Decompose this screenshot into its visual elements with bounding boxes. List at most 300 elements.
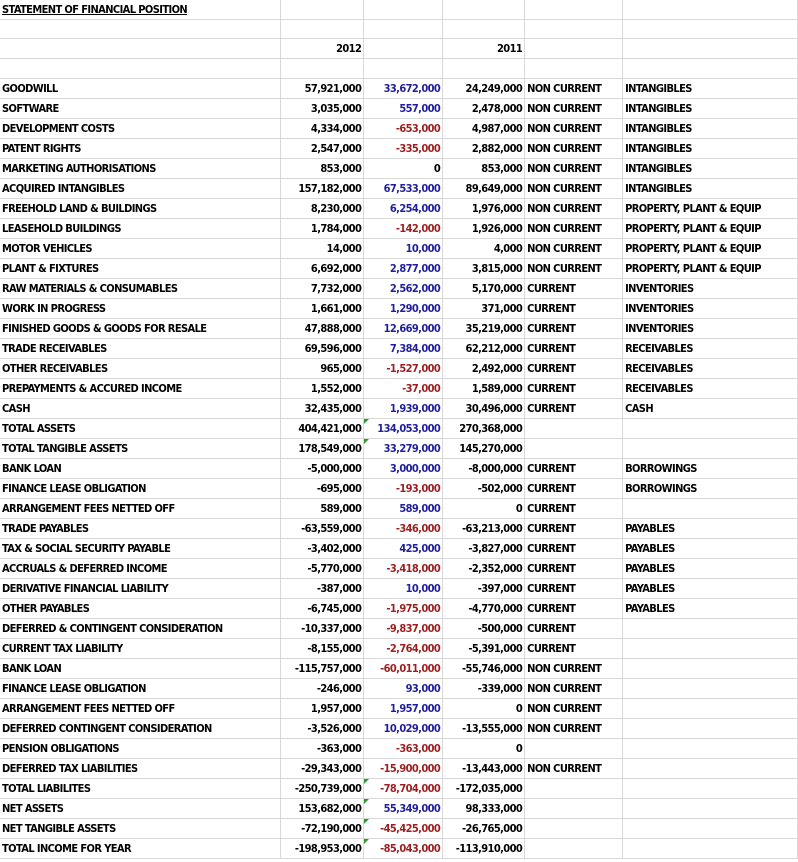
row-label[interactable]: PENSION OBLIGATIONS (0, 739, 281, 759)
value-change[interactable]: 1,290,000 (364, 299, 443, 319)
row-type[interactable] (525, 819, 623, 839)
table-row (0, 759, 798, 779)
row-type[interactable]: CURRENT (525, 399, 623, 419)
value-change[interactable]: 2,877,000 (364, 259, 443, 279)
row-label[interactable]: GOODWILL (0, 79, 281, 99)
table-row (0, 739, 798, 759)
value-2012[interactable]: 4,334,000 (281, 119, 364, 139)
cell[interactable] (281, 20, 364, 39)
value-change[interactable]: 7,384,000 (364, 339, 443, 359)
row-category[interactable] (623, 639, 798, 659)
value-2011[interactable]: -397,000 (443, 579, 525, 599)
value-2011[interactable]: 0 (443, 739, 525, 759)
row-label[interactable]: ACCRUALS & DEFERRED INCOME (0, 559, 281, 579)
row-category[interactable]: INTANGIBLES (623, 119, 798, 139)
value-2012[interactable]: -3,526,000 (281, 719, 364, 739)
value-change[interactable]: 33,279,000 (364, 439, 443, 459)
row-label[interactable]: TOTAL TANGIBLE ASSETS (0, 439, 281, 459)
value-2011[interactable]: -26,765,000 (443, 819, 525, 839)
value-2011[interactable]: 3,815,000 (443, 259, 525, 279)
table-row (0, 379, 798, 399)
value-2012[interactable]: 7,732,000 (281, 279, 364, 299)
row-type[interactable]: CURRENT (525, 339, 623, 359)
value-2011[interactable]: 1,589,000 (443, 379, 525, 399)
row-category[interactable]: INVENTORIES (623, 319, 798, 339)
row-label[interactable]: ARRANGEMENT FEES NETTED OFF (0, 699, 281, 719)
value-change[interactable]: 55,349,000 (364, 799, 443, 819)
value-change[interactable]: 93,000 (364, 679, 443, 699)
row-label[interactable]: RAW MATERIALS & CONSUMABLES (0, 279, 281, 299)
value-2012[interactable]: 178,549,000 (281, 439, 364, 459)
table-row (0, 819, 798, 839)
row-type[interactable]: CURRENT (525, 459, 623, 479)
value-2012[interactable]: -387,000 (281, 579, 364, 599)
row-category[interactable] (623, 779, 798, 799)
row-category[interactable]: PAYABLES (623, 519, 798, 539)
value-2011[interactable]: 30,496,000 (443, 399, 525, 419)
error-indicator-icon (364, 779, 369, 784)
value-change[interactable]: -9,837,000 (364, 619, 443, 639)
row-label[interactable]: ARRANGEMENT FEES NETTED OFF (0, 499, 281, 519)
value-2012[interactable]: -10,337,000 (281, 619, 364, 639)
value-2012[interactable]: 57,921,000 (281, 79, 364, 99)
value-2012[interactable]: 404,421,000 (281, 419, 364, 439)
row-label[interactable]: FINISHED GOODS & GOODS FOR RESALE (0, 319, 281, 339)
value-2011[interactable]: 62,212,000 (443, 339, 525, 359)
value-change[interactable]: 557,000 (364, 99, 443, 119)
row-type[interactable]: CURRENT (525, 519, 623, 539)
row-category[interactable]: BORROWINGS (623, 459, 798, 479)
cell[interactable] (623, 39, 798, 59)
table-row (0, 219, 798, 239)
value-2012[interactable]: 589,000 (281, 499, 364, 519)
cell[interactable] (364, 20, 443, 39)
row-category[interactable]: PAYABLES (623, 539, 798, 559)
value-2011[interactable]: -502,000 (443, 479, 525, 499)
value-change[interactable]: -85,043,000 (364, 839, 443, 859)
value-2011[interactable]: -5,391,000 (443, 639, 525, 659)
row-label[interactable]: DEFERRED TAX LIABILITIES (0, 759, 281, 779)
value-2012[interactable]: -6,745,000 (281, 599, 364, 619)
value-change[interactable]: 425,000 (364, 539, 443, 559)
row-type[interactable] (525, 799, 623, 819)
value-2011[interactable]: 2,492,000 (443, 359, 525, 379)
value-change[interactable]: 2,562,000 (364, 279, 443, 299)
value-change[interactable]: 134,053,000 (364, 419, 443, 439)
value-change[interactable]: 12,669,000 (364, 319, 443, 339)
value-2012[interactable]: 8,230,000 (281, 199, 364, 219)
value-2012[interactable]: -3,402,000 (281, 539, 364, 559)
table-row (0, 339, 798, 359)
table-row (0, 599, 798, 619)
row-type[interactable]: CURRENT (525, 619, 623, 639)
row-type[interactable]: CURRENT (525, 599, 623, 619)
row-label[interactable]: TOTAL INCOME FOR YEAR (0, 839, 281, 859)
row-category[interactable] (623, 499, 798, 519)
row-category[interactable]: RECEIVABLES (623, 379, 798, 399)
value-change[interactable]: -193,000 (364, 479, 443, 499)
cell[interactable] (281, 0, 364, 20)
value-2012[interactable]: 14,000 (281, 239, 364, 259)
value-2011[interactable]: 853,000 (443, 159, 525, 179)
row-type[interactable]: CURRENT (525, 559, 623, 579)
value-change[interactable]: 33,672,000 (364, 79, 443, 99)
row-type[interactable] (525, 779, 623, 799)
row-type[interactable]: NON CURRENT (525, 139, 623, 159)
value-change[interactable]: -78,704,000 (364, 779, 443, 799)
value-2011[interactable]: 24,249,000 (443, 79, 525, 99)
value-2012[interactable]: 3,035,000 (281, 99, 364, 119)
row-category[interactable]: CASH (623, 399, 798, 419)
value-2012[interactable]: -5,770,000 (281, 559, 364, 579)
row-label[interactable]: TRADE RECEIVABLES (0, 339, 281, 359)
row-category[interactable]: INTANGIBLES (623, 159, 798, 179)
row-category[interactable]: PAYABLES (623, 599, 798, 619)
row-category[interactable]: PROPERTY, PLANT & EQUIP (623, 239, 798, 259)
row-type[interactable]: CURRENT (525, 279, 623, 299)
value-2012[interactable]: -246,000 (281, 679, 364, 699)
value-2012[interactable]: 6,692,000 (281, 259, 364, 279)
row-type[interactable]: NON CURRENT (525, 199, 623, 219)
row-category[interactable] (623, 419, 798, 439)
value-2011[interactable]: 35,219,000 (443, 319, 525, 339)
value-2012[interactable]: 1,957,000 (281, 699, 364, 719)
table-row (0, 99, 798, 119)
row-type[interactable]: NON CURRENT (525, 99, 623, 119)
value-2012[interactable]: 157,182,000 (281, 179, 364, 199)
value-change[interactable]: 0 (364, 159, 443, 179)
row-category[interactable]: INVENTORIES (623, 299, 798, 319)
value-2011[interactable]: -55,746,000 (443, 659, 525, 679)
table-row (0, 639, 798, 659)
row-type[interactable]: NON CURRENT (525, 239, 623, 259)
row-type[interactable]: NON CURRENT (525, 719, 623, 739)
table-row (0, 539, 798, 559)
value-2012[interactable]: 69,596,000 (281, 339, 364, 359)
row-label[interactable]: DERIVATIVE FINANCIAL LIABILITY (0, 579, 281, 599)
value-2011[interactable]: 4,000 (443, 239, 525, 259)
value-change[interactable]: -142,000 (364, 219, 443, 239)
value-2012[interactable]: 1,661,000 (281, 299, 364, 319)
value-2012[interactable]: 1,552,000 (281, 379, 364, 399)
value-2012[interactable]: -29,343,000 (281, 759, 364, 779)
value-change[interactable]: -1,527,000 (364, 359, 443, 379)
row-type[interactable] (525, 739, 623, 759)
row-type[interactable]: CURRENT (525, 499, 623, 519)
value-2011[interactable]: 270,368,000 (443, 419, 525, 439)
row-label[interactable]: ACQUIRED INTANGIBLES (0, 179, 281, 199)
row-label[interactable]: BANK LOAN (0, 659, 281, 679)
row-type[interactable]: CURRENT (525, 579, 623, 599)
row-label[interactable]: MOTOR VEHICLES (0, 239, 281, 259)
row-category[interactable] (623, 719, 798, 739)
error-indicator-icon (364, 419, 369, 424)
value-change[interactable]: 67,533,000 (364, 179, 443, 199)
row-category[interactable]: INTANGIBLES (623, 139, 798, 159)
table-row (0, 619, 798, 639)
cell[interactable] (281, 59, 364, 79)
cell[interactable] (0, 59, 281, 79)
row-label[interactable]: PATENT RIGHTS (0, 139, 281, 159)
cell[interactable] (525, 59, 623, 79)
value-2011[interactable]: -13,443,000 (443, 759, 525, 779)
value-change[interactable]: -653,000 (364, 119, 443, 139)
table-row (0, 439, 798, 459)
value-2011[interactable]: -4,770,000 (443, 599, 525, 619)
row-type[interactable]: NON CURRENT (525, 219, 623, 239)
cell[interactable] (364, 59, 443, 79)
statement-title[interactable]: STATEMENT OF FINANCIAL POSITION (0, 0, 281, 20)
value-change[interactable]: 6,254,000 (364, 199, 443, 219)
error-indicator-icon (364, 819, 369, 824)
row-type[interactable] (525, 419, 623, 439)
table-row (0, 799, 798, 819)
row-category[interactable]: RECEIVABLES (623, 359, 798, 379)
value-2011[interactable]: 2,478,000 (443, 99, 525, 119)
value-2011[interactable]: -172,035,000 (443, 779, 525, 799)
row-category[interactable] (623, 819, 798, 839)
table-row (0, 419, 798, 439)
row-label[interactable]: TRADE PAYABLES (0, 519, 281, 539)
row-type[interactable]: CURRENT (525, 359, 623, 379)
value-change[interactable]: 1,939,000 (364, 399, 443, 419)
row-label[interactable]: DEFERRED & CONTINGENT CONSIDERATION (0, 619, 281, 639)
row-label[interactable]: SOFTWARE (0, 99, 281, 119)
row-type[interactable]: NON CURRENT (525, 259, 623, 279)
value-2011[interactable]: -2,352,000 (443, 559, 525, 579)
cell[interactable] (0, 39, 281, 59)
row-type[interactable]: NON CURRENT (525, 79, 623, 99)
row-category[interactable]: BORROWINGS (623, 479, 798, 499)
value-change[interactable]: -2,764,000 (364, 639, 443, 659)
row-category[interactable] (623, 699, 798, 719)
row-label[interactable]: NET TANGIBLE ASSETS (0, 819, 281, 839)
error-indicator-icon (364, 799, 369, 804)
row-type[interactable] (525, 839, 623, 859)
row-label[interactable]: CURRENT TAX LIABILITY (0, 639, 281, 659)
value-change[interactable]: 10,000 (364, 239, 443, 259)
table-row (0, 659, 798, 679)
value-2011[interactable]: -500,000 (443, 619, 525, 639)
row-category[interactable] (623, 679, 798, 699)
cell[interactable] (525, 39, 623, 59)
value-2011[interactable]: 2,882,000 (443, 139, 525, 159)
value-change[interactable]: -45,425,000 (364, 819, 443, 839)
value-2011[interactable]: 1,976,000 (443, 199, 525, 219)
table-row (0, 199, 798, 219)
row-category[interactable]: RECEIVABLES (623, 339, 798, 359)
value-2011[interactable]: -63,213,000 (443, 519, 525, 539)
row-label[interactable]: MARKETING AUTHORISATIONS (0, 159, 281, 179)
header-2011[interactable]: 2011 (443, 39, 525, 59)
value-2012[interactable]: 153,682,000 (281, 799, 364, 819)
row-category[interactable]: INTANGIBLES (623, 79, 798, 99)
error-indicator-icon (364, 439, 369, 444)
value-2011[interactable]: 5,170,000 (443, 279, 525, 299)
table-row (0, 499, 798, 519)
row-type[interactable]: NON CURRENT (525, 679, 623, 699)
table-row (0, 179, 798, 199)
value-2011[interactable]: -113,910,000 (443, 839, 525, 859)
value-change[interactable]: 10,000 (364, 579, 443, 599)
value-2011[interactable]: 89,649,000 (443, 179, 525, 199)
value-2012[interactable]: 47,888,000 (281, 319, 364, 339)
value-change[interactable]: 1,957,000 (364, 699, 443, 719)
value-change[interactable]: -60,011,000 (364, 659, 443, 679)
value-change[interactable]: 3,000,000 (364, 459, 443, 479)
value-2012[interactable]: 32,435,000 (281, 399, 364, 419)
row-category[interactable]: INVENTORIES (623, 279, 798, 299)
row-category[interactable]: PAYABLES (623, 579, 798, 599)
value-2011[interactable]: 0 (443, 699, 525, 719)
row-label[interactable]: DEVELOPMENT COSTS (0, 119, 281, 139)
value-2012[interactable]: -72,190,000 (281, 819, 364, 839)
value-2012[interactable]: -5,000,000 (281, 459, 364, 479)
row-category[interactable]: PROPERTY, PLANT & EQUIP (623, 219, 798, 239)
value-2011[interactable]: 145,270,000 (443, 439, 525, 459)
table-row (0, 159, 798, 179)
row-label[interactable]: FINANCE LEASE OBLIGATION (0, 679, 281, 699)
row-type[interactable]: CURRENT (525, 319, 623, 339)
row-label[interactable]: TAX & SOCIAL SECURITY PAYABLE (0, 539, 281, 559)
value-2011[interactable]: 1,926,000 (443, 219, 525, 239)
row-label[interactable]: NET ASSETS (0, 799, 281, 819)
value-2011[interactable]: -339,000 (443, 679, 525, 699)
row-category[interactable] (623, 759, 798, 779)
value-change[interactable]: -363,000 (364, 739, 443, 759)
value-2012[interactable]: -198,953,000 (281, 839, 364, 859)
table-row (0, 679, 798, 699)
row-category[interactable]: PROPERTY, PLANT & EQUIP (623, 259, 798, 279)
value-2012[interactable]: 853,000 (281, 159, 364, 179)
cell[interactable] (443, 20, 525, 39)
value-2011[interactable]: 4,987,000 (443, 119, 525, 139)
row-category[interactable]: PROPERTY, PLANT & EQUIP (623, 199, 798, 219)
value-2011[interactable]: -8,000,000 (443, 459, 525, 479)
cell[interactable] (443, 59, 525, 79)
row-type[interactable]: CURRENT (525, 479, 623, 499)
row-type[interactable]: NON CURRENT (525, 119, 623, 139)
row-type[interactable]: NON CURRENT (525, 759, 623, 779)
table-row (0, 259, 798, 279)
value-change[interactable]: -3,418,000 (364, 559, 443, 579)
value-2011[interactable]: -3,827,000 (443, 539, 525, 559)
row-category[interactable]: INTANGIBLES (623, 99, 798, 119)
row-category[interactable] (623, 739, 798, 759)
value-2012[interactable]: -363,000 (281, 739, 364, 759)
table-row (0, 139, 798, 159)
table-row (0, 119, 798, 139)
table-row (0, 559, 798, 579)
value-2011[interactable]: -13,555,000 (443, 719, 525, 739)
row-type[interactable]: CURRENT (525, 639, 623, 659)
row-label[interactable]: OTHER PAYABLES (0, 599, 281, 619)
table-row (0, 519, 798, 539)
cell[interactable] (525, 0, 623, 20)
value-change[interactable]: 589,000 (364, 499, 443, 519)
cell[interactable] (0, 20, 281, 39)
value-2011[interactable]: 0 (443, 499, 525, 519)
row-category[interactable] (623, 619, 798, 639)
row-type[interactable]: CURRENT (525, 379, 623, 399)
row-category[interactable] (623, 799, 798, 819)
table-row (0, 319, 798, 339)
row-type[interactable]: NON CURRENT (525, 179, 623, 199)
cell[interactable] (364, 0, 443, 20)
header-2012[interactable]: 2012 (281, 39, 364, 59)
row-label[interactable]: CASH (0, 399, 281, 419)
table-row (0, 79, 798, 99)
value-2012[interactable]: -8,155,000 (281, 639, 364, 659)
table-row (0, 719, 798, 739)
row-label[interactable]: PREPAYMENTS & ACCURED INCOME (0, 379, 281, 399)
cell[interactable] (623, 59, 798, 79)
cell[interactable] (623, 20, 798, 39)
row-type[interactable]: CURRENT (525, 299, 623, 319)
value-2012[interactable]: 1,784,000 (281, 219, 364, 239)
value-2012[interactable]: -250,739,000 (281, 779, 364, 799)
value-2011[interactable]: 371,000 (443, 299, 525, 319)
value-2011[interactable]: 98,333,000 (443, 799, 525, 819)
value-change[interactable]: -37,000 (364, 379, 443, 399)
value-2012[interactable]: -115,757,000 (281, 659, 364, 679)
table-row (0, 279, 798, 299)
row-label[interactable]: TOTAL LIABILITES (0, 779, 281, 799)
row-type[interactable]: CURRENT (525, 539, 623, 559)
table-row (0, 579, 798, 599)
row-type[interactable]: NON CURRENT (525, 659, 623, 679)
value-change[interactable]: -15,900,000 (364, 759, 443, 779)
value-change[interactable]: -346,000 (364, 519, 443, 539)
value-2012[interactable]: -695,000 (281, 479, 364, 499)
row-type[interactable]: NON CURRENT (525, 699, 623, 719)
value-2012[interactable]: 965,000 (281, 359, 364, 379)
row-label[interactable]: OTHER RECEIVABLES (0, 359, 281, 379)
table-row (0, 699, 798, 719)
error-indicator-icon (364, 839, 369, 844)
table-row (0, 839, 798, 859)
value-change[interactable]: -335,000 (364, 139, 443, 159)
value-2012[interactable]: -63,559,000 (281, 519, 364, 539)
cell[interactable] (623, 0, 798, 20)
row-category[interactable]: INTANGIBLES (623, 179, 798, 199)
table-row (0, 479, 798, 499)
row-category[interactable] (623, 839, 798, 859)
row-label[interactable]: BANK LOAN (0, 459, 281, 479)
row-category[interactable]: PAYABLES (623, 559, 798, 579)
row-type[interactable] (525, 439, 623, 459)
row-label[interactable]: FREEHOLD LAND & BUILDINGS (0, 199, 281, 219)
cell[interactable] (364, 39, 443, 59)
value-change[interactable]: 10,029,000 (364, 719, 443, 739)
row-category[interactable] (623, 439, 798, 459)
row-category[interactable] (623, 659, 798, 679)
table-row (0, 239, 798, 259)
row-label[interactable]: LEASEHOLD BUILDINGS (0, 219, 281, 239)
row-label[interactable]: DEFERRED CONTINGENT CONSIDERATION (0, 719, 281, 739)
table-row (0, 299, 798, 319)
row-label[interactable]: WORK IN PROGRESS (0, 299, 281, 319)
row-type[interactable]: NON CURRENT (525, 159, 623, 179)
cell[interactable] (443, 0, 525, 20)
value-change[interactable]: -1,975,000 (364, 599, 443, 619)
table-row (0, 399, 798, 419)
row-label[interactable]: TOTAL ASSETS (0, 419, 281, 439)
cell[interactable] (525, 20, 623, 39)
value-2012[interactable]: 2,547,000 (281, 139, 364, 159)
row-label[interactable]: PLANT & FIXTURES (0, 259, 281, 279)
row-label[interactable]: FINANCE LEASE OBLIGATION (0, 479, 281, 499)
